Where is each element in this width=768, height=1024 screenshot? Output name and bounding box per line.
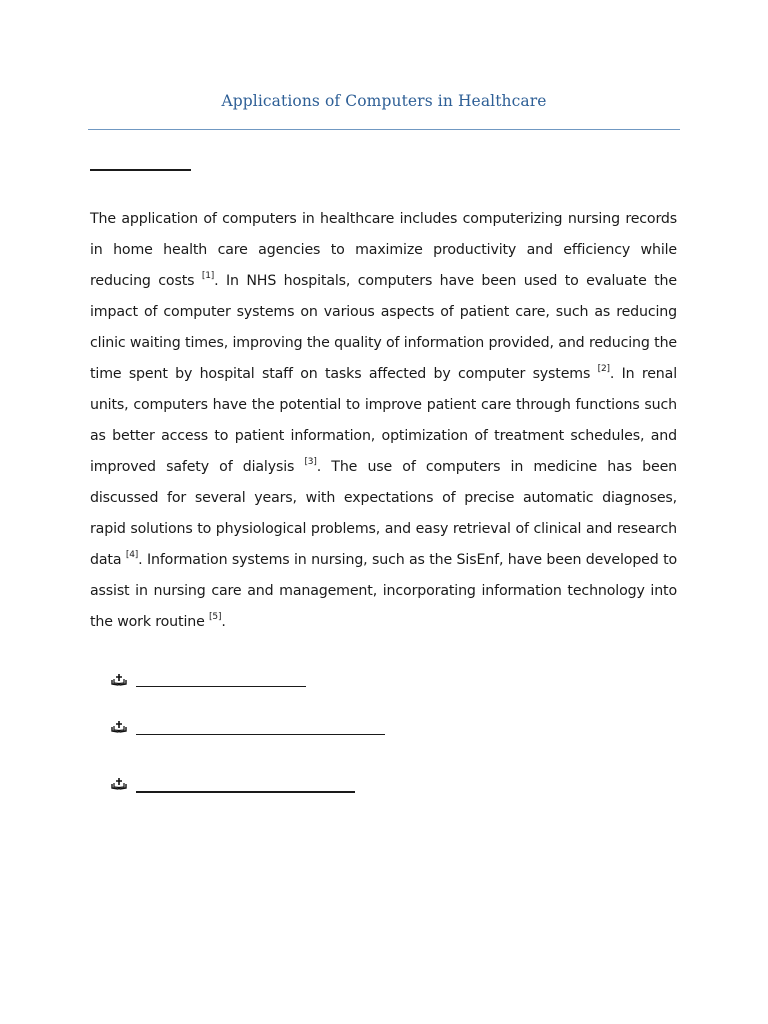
citation-marker[interactable]: [4] xyxy=(125,550,139,561)
book-icon xyxy=(110,670,128,688)
paragraph-text: . In renal units, computers have the potential to improve patient care through functions such as better access to patient information, optimization of treatment schedules, and improved safety of dialysis xyxy=(90,366,677,476)
paragraph-text: . Information systems in nursing, such as the SisEnf, have been developed to assist in nursing care and management, incorporating information technology into the work routine xyxy=(90,552,678,631)
citation-marker[interactable]: [5] xyxy=(209,612,222,623)
document-title: Applications of Computers in Healthcare xyxy=(221,92,547,110)
paragraph-text: . xyxy=(221,614,226,631)
reference-link-line[interactable] xyxy=(136,791,355,793)
book-icon xyxy=(110,774,128,792)
paragraph-text: The application of computers in healthcare includes computerizing nursing records in home health care agencies to maximize productivity and efficiency while reducing costs xyxy=(90,211,677,290)
citation-marker[interactable]: [1] xyxy=(201,271,215,282)
title-divider xyxy=(88,129,680,130)
reference-link-line[interactable] xyxy=(136,686,306,687)
paragraph-text: . In NHS hospitals, computers have been used to evaluate the impact of computer systems on various aspects of patient care, such as reducing clinic waiting times, improving the quality of information provided, and reducing the time spent by hospital staff on tasks affected by computer systems xyxy=(90,273,677,383)
paragraph-text: . The use of computers in medicine has been discussed for several years, with expectations of precise automatic diagnoses, rapid solutions to physiological problems, and easy retrieval of clinical and research data xyxy=(90,459,677,569)
reference-link-line[interactable] xyxy=(136,734,385,735)
book-icon xyxy=(110,717,128,735)
citation-marker[interactable]: [2] xyxy=(597,364,610,375)
section-heading-underline xyxy=(90,169,191,171)
body-paragraph xyxy=(90,204,677,638)
citation-marker[interactable]: [3] xyxy=(304,457,317,468)
